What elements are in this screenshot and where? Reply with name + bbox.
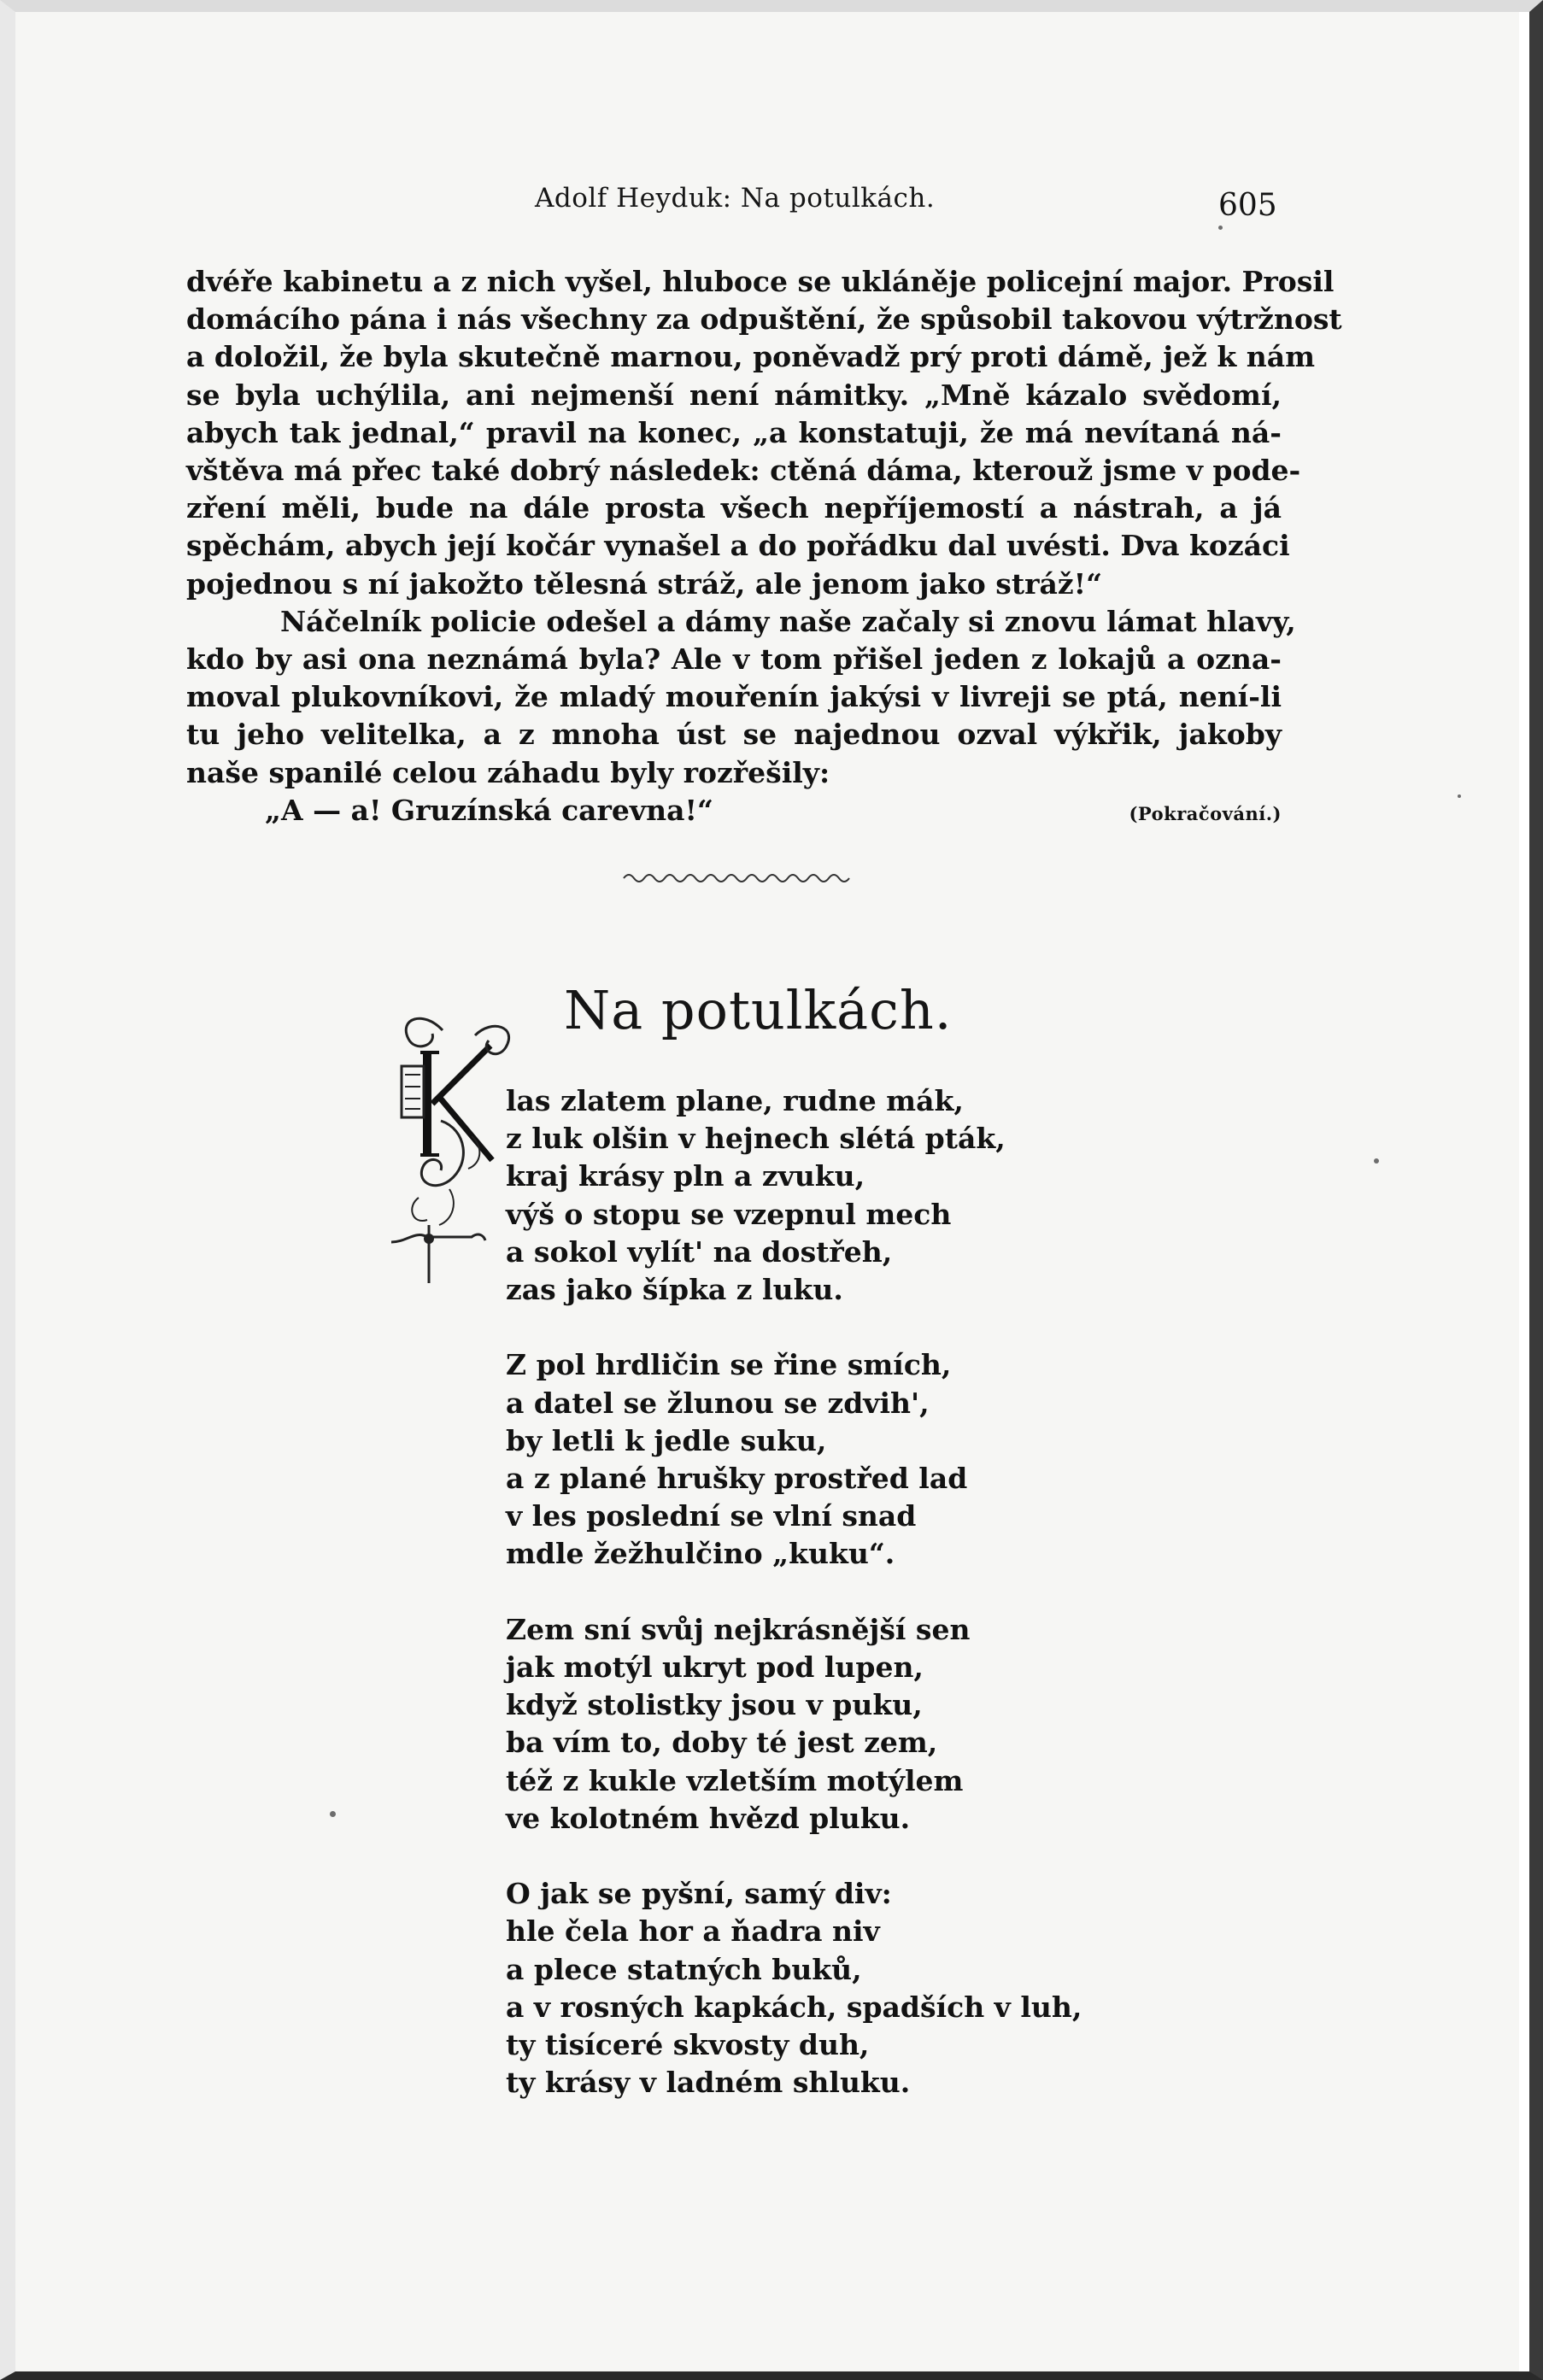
- prose-line: vštěva má přec také dobrý následek: ctěná dáma, kterouž jsme v pode-: [186, 454, 1301, 488]
- poem-line: las zlatem plane, rudne mák,: [506, 1084, 964, 1117]
- prose-line: kdo by asi ona neznámá byla? Ale v tom přišel jeden z lokajů a ozna-: [186, 642, 1282, 677]
- wavy-divider-ornament: [622, 868, 853, 887]
- continued-note: (Pokračování.): [1129, 802, 1282, 824]
- poem-line: ve kolotném hvězd pluku.: [506, 1801, 911, 1835]
- poem-line: Z pol hrdličin se řine smích,: [506, 1348, 952, 1382]
- prose-line: pojednou s ní jakožto tělesná stráž, ale jenom jako stráž!“: [186, 566, 1103, 601]
- poem-line: jak motýl ukryt pod lupen,: [506, 1650, 924, 1685]
- poem-line: z luk olšin v hejnech slétá pták,: [506, 1122, 1006, 1156]
- poem-stanza-3: [506, 1611, 1082, 1838]
- prose-line: a doložil, že byla skutečně marnou, poněvadž prý proti dámě, jež k nám: [186, 340, 1316, 374]
- poem-line: O jak se pyšní, samý div:: [506, 1877, 892, 1911]
- poem-line: a sokol vylít' na dostřeh,: [506, 1234, 893, 1269]
- poem-line: když stolistky jsou v puku,: [506, 1688, 923, 1722]
- poem-line: mdle žežhulčino „kuku“.: [506, 1537, 895, 1571]
- poem-line: a z plané hrušky prostřed lad: [506, 1462, 968, 1496]
- closing-quote-line: [186, 792, 1282, 829]
- prose-line: dvéře kabinetu a z nich vyšel, hluboce se ukláněje policejní major. Prosil: [186, 265, 1335, 298]
- poem-line: výš o stopu se vzepnul mech: [506, 1197, 952, 1231]
- poem-line: by letli k jedle suku,: [506, 1423, 827, 1457]
- prose-line: domácího pána i nás všechny za odpuštění, že spůsobil takovou výtržnost: [186, 302, 1342, 337]
- closing-quote: „A — a! Gruzínská carevna!“: [265, 793, 713, 827]
- poem-line: ty tisíceré skvosty duh,: [506, 2028, 870, 2062]
- scan-speck: [1458, 794, 1461, 798]
- scan-speck: [330, 1811, 336, 1817]
- poem-line: hle čela hor a ňadra niv: [506, 1914, 880, 1949]
- poem-line: kraj krásy pln a zvuku,: [506, 1159, 865, 1193]
- poem-title: Na potulkách.: [564, 979, 953, 1041]
- poem-line: zas jako šípka z luku.: [506, 1273, 843, 1307]
- poem-line: Zem sní svůj nejkrásnější sen: [506, 1612, 971, 1646]
- poem: [506, 1082, 1082, 2140]
- prose-line: naše spanilé celou záhadu byly rozřešily:: [186, 755, 830, 789]
- prose-line: zření měli, bude na dále prosta všech nepříjemostí a nástrah, a já: [186, 491, 1282, 525]
- scan-speck: [1374, 1158, 1379, 1164]
- prose-block: [186, 263, 1342, 829]
- prose-line: spěchám, abych její kočár vynašel a do pořádku dal uvésti. Dva kozáci: [186, 529, 1290, 563]
- prose-line: se byla uchýlila, ani nejmenší není námitky. „Mně kázalo svědomí,: [186, 378, 1282, 412]
- prose-line: moval plukovníkovi, že mladý mouřenín jakýsi v livreji se ptá, není-li: [186, 680, 1282, 714]
- poem-stanza-1: [506, 1082, 1082, 1309]
- poem-stanza-4: [506, 1875, 1082, 2102]
- poem-line: a datel se žlunou se zdvih',: [506, 1386, 930, 1420]
- poem-line: ty krásy v ladném shluku.: [506, 2066, 911, 2100]
- page-number: 605: [1218, 188, 1277, 223]
- poem-line: též z kukle vzletším motýlem: [506, 1763, 964, 1797]
- poem-line: v les poslední se vlní snad: [506, 1499, 917, 1533]
- poem-line: a plece statných buků,: [506, 1952, 862, 1986]
- prose-line: Náčelník policie odešel a dámy naše začaly si znovu lámat hlavy,: [280, 604, 1296, 638]
- running-head: Adolf Heyduk: Na potulkách.: [535, 183, 936, 214]
- poem-stanza-2: [506, 1346, 1082, 1573]
- poem-line: a v rosných kapkách, spadších v luh,: [506, 1990, 1082, 2024]
- prose-line: tu jeho velitelka, a z mnoha úst se najednou ozval výkřik, jakoby: [186, 718, 1282, 752]
- scan-speck: [1218, 226, 1223, 230]
- poem-line: ba vím to, doby té jest zem,: [506, 1726, 938, 1760]
- prose-line: abych tak jednal,“ pravil na konec, „a konstatuji, že má nevítaná ná-: [186, 415, 1282, 449]
